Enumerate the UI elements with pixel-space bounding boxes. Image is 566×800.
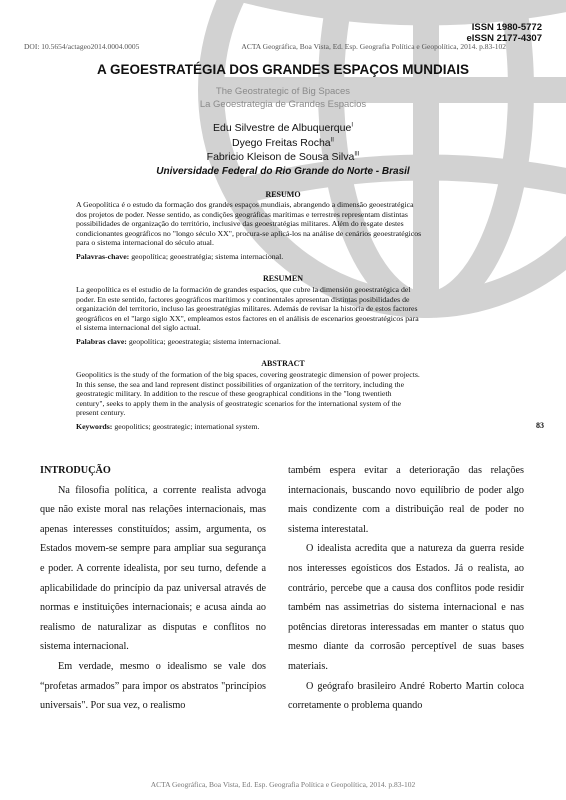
keywords-list: geopolitics; geostrategic; international system. xyxy=(112,422,260,431)
author-mark: I xyxy=(351,122,354,129)
text-line: defende a aplicabilidade do princípio da paz xyxy=(40,562,267,594)
text-line: internacionais, mas apenas interesses xyxy=(40,504,266,535)
resumo-line: para o sistema internacional do século atual. xyxy=(76,238,214,248)
body-paragraph xyxy=(288,677,524,716)
body-paragraph xyxy=(40,481,266,657)
keywords-label: Keywords: xyxy=(76,422,113,431)
text-line: O geógrafo brasileiro André Roberto Martin xyxy=(306,680,494,692)
abstract-line: geostrategic military. In addition to the rescue of these geographical conditions in the "long twentieth xyxy=(76,389,392,399)
text-line: distribuição real de poder no sistema xyxy=(288,504,524,535)
text-line: diretoras interessadas em manter o status quo xyxy=(330,621,524,633)
text-line: reside nos interesses egoísticos dos Estados. Já o xyxy=(288,543,525,574)
section-heading: INTRODUÇÃO xyxy=(40,465,111,476)
body-paragraph xyxy=(40,657,266,716)
abstract-line: present century. xyxy=(76,408,126,418)
body-column-right xyxy=(288,461,524,716)
text-line: interestatal. xyxy=(321,523,369,535)
text-line: equilíbrio de poder algo mais condizente com a xyxy=(288,484,525,516)
text-line: naturalizar as disputas e conflitos no sistema xyxy=(40,621,266,653)
resumen-line: el sistema internacional del siglo actual. xyxy=(76,323,201,333)
issn-block xyxy=(466,22,542,44)
issn: ISSN 1980-5772 xyxy=(471,22,542,33)
doi-link[interactable]: DOI: 10.5654/actageo2014.0004.0005 xyxy=(24,42,140,51)
keywords-list: geopolítica; geoestrategia; sistema internacional. xyxy=(126,337,281,346)
abstract-line: century", seeks to apply them in the analysis of geostrategic scenarios for the international system of the xyxy=(76,398,402,408)
article-title: A GEOESTRATÉGIA DOS GRANDES ESPAÇOS MUNDIAIS xyxy=(96,62,470,77)
resumen-keywords xyxy=(76,337,490,346)
text-line: universal através de normas e instituições xyxy=(40,582,267,614)
abstract-text xyxy=(76,370,490,418)
text-line: relações internacionais, buscando novo xyxy=(288,465,525,496)
text-line: do sistema internacional e nas potências xyxy=(288,602,524,633)
resumo-text xyxy=(76,200,490,248)
body-paragraph xyxy=(288,461,524,539)
author-mark: II xyxy=(330,137,334,144)
text-line: Na filosofia política, a corrente realista xyxy=(58,484,232,496)
resumo-line: condicionantes geográficos no "longo século XX", procura-se aplicá-los na análise de cenários geoestratégicos xyxy=(76,228,422,238)
resumo-line: dos projetos de poder. Nesse sentido, as condições geográficas marítimas e terrestres representam distintas xyxy=(76,209,408,219)
resumo-heading: RESUMO xyxy=(265,190,301,199)
author-3 xyxy=(0,151,566,163)
author-2 xyxy=(0,137,566,149)
text-line: também espera evitar a deterioração das xyxy=(288,465,482,476)
text-line: conflitos pode residir também nas assimetrias xyxy=(288,582,525,614)
author-name: Fabricio Kleison de Sousa Silva xyxy=(206,151,355,163)
subtitle-es: La Geoestrategia de Grandes Espacios xyxy=(199,99,367,110)
text-line: Em verdade, mesmo o idealismo se vale dos xyxy=(58,660,266,672)
resumo-line: possibilidades de organização do território, inclusive das geoestratégias militares. Além do resgate destes xyxy=(76,219,404,229)
keywords-list: geopolítica; geoestratégia; sistema internacional. xyxy=(129,252,284,261)
keywords-label: Palavras-chave: xyxy=(76,252,130,261)
abstract-line: In this sense, the sea and land represent distinct possibilities of organization of the territory, including the xyxy=(76,379,405,389)
keywords-label: Palabras clave: xyxy=(76,337,127,346)
text-line: "princípios universais". Por sua vez, o realismo xyxy=(40,680,266,712)
text-line: O idealista acredita que a natureza da guerra xyxy=(306,543,496,555)
author-name: Edu Silvestre de Albuquerque xyxy=(212,122,352,134)
body-paragraph xyxy=(288,539,524,676)
text-line: movem-se sempre para ampliar sua segurança e xyxy=(40,543,266,574)
text-line: mesmo diante da corrosão perceptível de suas xyxy=(288,641,496,653)
resumo-line: A Geopolítica é o estudo da formação dos grandes espaços mundiais, abrangendo a dimensão geoestratégica xyxy=(76,200,414,209)
text-line: realista, ao contrário, percebe que a causa dos xyxy=(288,562,525,594)
text-line: bases materiais. xyxy=(288,641,525,672)
resumen-line: organización del territorio, incluso las geoestratégias militares. Además de revisar la historia de estos factores xyxy=(76,304,418,314)
abstract-keywords xyxy=(76,422,490,431)
body-column-left xyxy=(40,461,266,716)
page-number: 83 xyxy=(536,421,544,430)
resumo-keywords xyxy=(76,252,490,261)
page-footer: ACTA Geográfica, Boa Vista, Ed. Esp. Geografia Política e Geopolítica, 2014. p.83-102 xyxy=(150,780,416,789)
running-head: ACTA Geográfica, Boa Vista, Ed. Esp. Geografia Política e Geopolítica, 2014. p.83-102 xyxy=(241,42,506,51)
affiliation: Universidade Federal do Rio Grande do Norte - Brasil xyxy=(156,166,410,177)
text-line: constituídos; assim, argumenta, os Estados xyxy=(40,523,266,555)
text-line: advoga que não existe moral nas relações xyxy=(40,484,266,516)
text-line: internacional. xyxy=(73,641,129,653)
resumen-heading: RESUMEN xyxy=(262,274,303,283)
abstract-heading: ABSTRACT xyxy=(261,359,305,368)
resumen-line: geográficos en el "largo siglo XX", empleamos estos factores en el análisis de escenarios geoestratégicos para xyxy=(76,313,419,323)
text-line: coloca corretamente o problema quando xyxy=(288,680,525,712)
resumen-text xyxy=(76,285,490,333)
author-1 xyxy=(0,122,566,134)
eissn: eISSN 2177-4307 xyxy=(466,33,542,44)
subtitle-en: The Geostrategic of Big Spaces xyxy=(215,86,351,97)
author-name: Dyego Freitas Rocha xyxy=(232,137,331,149)
text-line: internacionais; e acusa ainda ao realismo de xyxy=(40,602,267,633)
text-line: “profetas armados” para impor os abstratos xyxy=(40,680,219,692)
text-line: poder. A corrente idealista, por seu turno, xyxy=(48,562,223,574)
author-mark: III xyxy=(354,151,360,158)
abstract-line: Geopolitics is the study of the formation of the big spaces, covering geostrategic dimension of power projects. xyxy=(76,370,420,379)
resumen-line: La geopolítica es el estudio de la formación de grandes espacios, que cubre la dimensión geoestratégica del xyxy=(76,285,411,294)
resumen-line: poder. En este sentido, factores geográficos marítimos y continentales apresentan distintas posibilidades de xyxy=(76,294,410,304)
